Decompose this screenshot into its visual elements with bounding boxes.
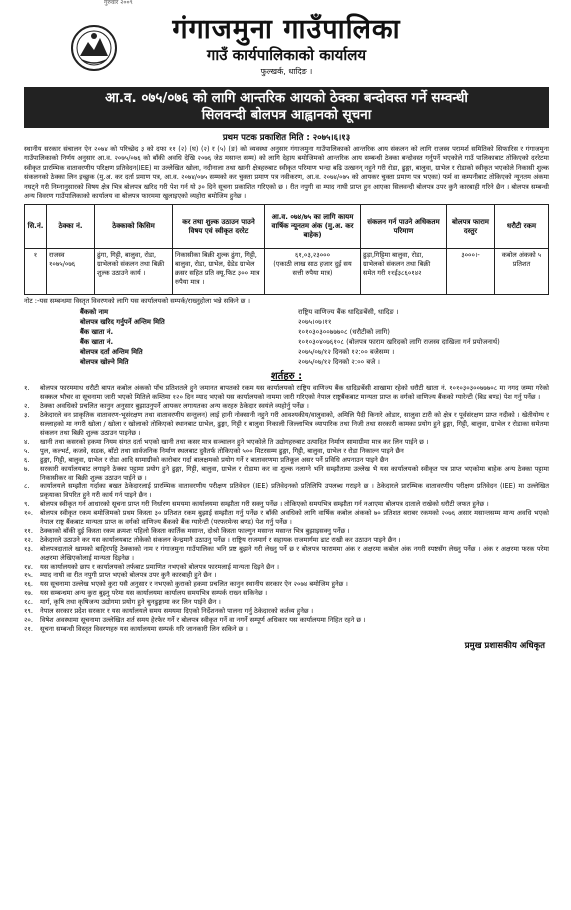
- term-text: ठेकेदारले उठाउने कर यस कार्यालयबाट तोकेको संकलन केन्द्रमानै उठाउनु पर्नेछ । राष्ट्रिय राजमार्ग र सहायक राजमार्गमा ढाट राखी कर उठाउन पाइने छैन ।: [40, 535, 401, 544]
- col-header-rate: कर तथा शुल्क उठाउन पाउने विषय एवं स्वीकृत दररेट: [173, 205, 265, 249]
- cell-contract-no: राजस्व १०७५/०७६: [47, 249, 95, 295]
- list-item: [24, 509, 549, 527]
- list-item: [24, 545, 549, 563]
- col-header-min-amount: आ.व. ०७४/७५ का लागि कायम वार्षिक न्यूनतम अंक (मु.अ. कर बाहेक): [265, 205, 361, 249]
- table-row: [25, 249, 549, 295]
- list-item: [24, 571, 549, 580]
- col-header-max-quantity: संकलन गर्न पाउने अधिकतम परिमाण: [361, 205, 447, 249]
- cell-form-fee: ३०००।-: [447, 249, 495, 295]
- term-number: ७.: [24, 464, 30, 473]
- cell-min-amount: [265, 249, 361, 295]
- term-number: ९.: [24, 500, 30, 509]
- office-subtitle: गाउँ कार्यपालिकाको कार्यालय: [206, 46, 367, 64]
- bank-info-row: [80, 337, 549, 347]
- municipality-title: गंगाजमुना गाउँपालिका: [172, 14, 401, 45]
- tender-table-header-row: [25, 205, 549, 249]
- bank-info-value: २०७५/०७/१२ दिनको २:०० बजे ।: [298, 358, 381, 367]
- cell-min-amount-words: (एकाठी लाख साठ हजार दुई सय सत्ती रुपैया मात्र): [273, 260, 352, 278]
- term-number: १६.: [24, 580, 33, 589]
- term-number: ८.: [24, 482, 30, 491]
- term-number: २१.: [24, 624, 33, 633]
- col-header-form-fee: बोलपत्र फाराम दस्तुर: [447, 205, 495, 249]
- term-text: सरकारी कार्यालयबाट लगाइने ठेक्का पट्टामा प्रयोग हुने ढुङ्गा, गिट्टी, बालुवा, ग्राभेल र रोडामा कर वा शुल्क नलाग्ने भनि सम्झौतामा उल्लेख भै यस कार्यालयको स्वीकृत पत्र प्राप्त भएकोमा बाहेक अन्य ठेक्का पट्टामा निकासीकर वा बिक्री शुल्क उठाउन पाईने छ ।: [40, 464, 549, 482]
- terms-heading: शर्तहरु :: [270, 371, 303, 383]
- notice-banner: [24, 87, 549, 128]
- list-item: [24, 625, 549, 634]
- col-header-contract-no: ठेक्का नं.: [47, 205, 95, 249]
- list-item: [24, 563, 549, 572]
- office-location: फुल्खर्क, धादिङ ।: [260, 67, 313, 76]
- bank-info-row: [80, 327, 549, 337]
- term-number: ४.: [24, 437, 30, 446]
- list-item: [24, 536, 549, 545]
- term-text: पुल, कल्भर्ट, कजवे, सडक, बाँटो तथा सार्वजनिक निर्माण स्थलबाट दुवैतर्फ तोकिएको ५०० मिटरसम्म ढुङ्गा, गिट्टी, बालुवा, ग्राभेल र रोडा निकाल्न पाइने छैन: [40, 446, 404, 455]
- term-text: बोलपत्र स्वीकृत रकम बमोजिमको प्रथम किस्ता ३० प्रतिशत रकम बुझाई सम्झौता गर्नु पर्नेछ र बाँकी अवधिको लागि वार्षिक कबोल अंकको ७० प्रतिशत बराबर रकमको २०७६ असार मसान्तसम्म मान्य अवधि भएको नेपाल राष्ट्र बैंकबाट मान्यता प्राप्त क वर्गको वाणिज्य बैंकको बैंक ग्यारेन्टी (परफरमेन्स बण्ड) पेश गर्नु पर्नेछ ।: [40, 509, 549, 527]
- bank-info: [80, 307, 549, 367]
- list-item: [24, 580, 549, 589]
- list-item: [24, 607, 549, 616]
- col-header-sn: सि.नं.: [25, 205, 47, 249]
- term-number: ३.: [24, 411, 30, 420]
- cell-sn: १: [25, 249, 47, 295]
- term-number: ५.: [24, 446, 30, 455]
- notice-header: [24, 14, 549, 84]
- cell-max-quantity: ढुड़ा,गिट्टिमा बालुवा, रोडा, ग्राभेलको संकलन तथा बिक्री समेत गरी ११ई३८६०१४२: [361, 249, 447, 295]
- term-number: ११.: [24, 526, 33, 535]
- term-text: यस सूचनामा उल्लेख भएको कुरा यसै अनुसार र नभएको कुराको हकमा प्रचलित कानुन स्थानीय सरकार ऐन २०७४ बमोजिम हुनेछ ।: [40, 580, 348, 589]
- bank-info-row: [80, 347, 549, 357]
- list-item: [24, 447, 549, 456]
- tender-table: [24, 204, 549, 295]
- cell-type: ढुंगा, गिट्टी, बालुवा, रोडा, ग्राभेलको संकलन तथा बिक्री शुल्क उठाउने कार्य ।: [95, 249, 173, 295]
- term-number: १९.: [24, 607, 33, 616]
- term-text: ठेकेदारले वन प्राकृतिक वातावरण-भूसंरक्षण तथा वातावरणीय सन्तुलन) लाई हानी नोक्सानी नहुने गरी आवश्यकीय/वालुवाको, अमिलि पैदी किनारे ओडार, सालुवा टारी को क्षेत्र र पूर्वसंरक्षण प्राप्त नदीको । खेतीयोग्य र सल्लाहको मा नगरी खोला / खोला र खोलाको तोकिएको स्थानबाट ग्राभेल, ढुङ्गा, गिट्टी र बालुवा निकाली जिल्लाभित्र व्यापारिक तथा निजी तथा सरकारी कामका प्रयोग हुने ढुङ्गा, गिट्टी, बालुवा, ग्राभेल र रोडाका समेतमा संकलन तथा बिक्री शुल्क उठाउन पाइनेछ ।: [40, 411, 549, 437]
- term-text: ठेक्काको बाँकी दुई किस्ता रकम क्रमशः पहिलो किस्ता कार्तिक मसान्त, दोश्रो किस्ता फाल्गुन मसान्त मसान्त भित्र बुझाइसक्नु पर्नेछ ।: [40, 526, 350, 535]
- term-number: १२.: [24, 535, 33, 544]
- government-emblem-icon: [70, 24, 118, 72]
- terms-list: [24, 384, 549, 633]
- banner-line-2: सिलवन्दी बोलपत्र आह्वानको सूचना: [201, 107, 372, 123]
- bank-info-label: बैंक खाता नं.: [80, 328, 114, 337]
- top-snippet: गुरुवार २००९: [104, 0, 133, 6]
- signature-title: प्रमुख प्रशासकीय अधिकृत: [464, 640, 545, 651]
- list-item: [24, 500, 549, 509]
- bank-info-row: [80, 357, 549, 367]
- term-number: १५.: [24, 571, 33, 580]
- list-item: [24, 482, 549, 500]
- term-text: बोलपत्रदाताले खामको बाहिरपट्टि ठेक्काको नाम र गंगाजमुना गाउँपालिका भनि प्रष्ट बुझने गरी लेख्नु पर्ने छ र बोलपत्र फाराममा अंक र अक्षरमा कबोल अंक नगरी स्पष्टसँग लेख्नु पर्नेछ । अंक र अक्षरमा फरक परेमा अक्षरमा लेखिएकोलाई मान्यता दिइनेछ ।: [40, 544, 549, 562]
- term-text: ढुङ्गा, गिट्टी, बालुवा, ग्राभेल र रोडा आदि सामाग्रीको कारोबार गर्दा बालक्षमको प्रयोग गर्ने र बातावरणमा प्रतिकूल असर पर्ने प्रविधि अपनाउन पाइने छैन: [40, 455, 389, 464]
- cell-min-amount-figure: ६१,०३,२३०००: [294, 251, 331, 260]
- list-item: [24, 438, 549, 447]
- term-number: १८.: [24, 598, 33, 607]
- list-item: [24, 616, 549, 625]
- term-number: ६.: [24, 455, 30, 464]
- term-text: कार्यालयले सम्झौता गर्दाका बखत ठेकेदारलाई प्रारम्भिक वातावरणीय परीक्षण प्रतिवेदन (IEE) प्रतिवेदनको प्रतिलिपि उपलब्ध गराइने छ । ठेकेदारले प्रारम्भिक वातावरणीय परीक्षण प्रतिवेदन (IEE) मा उल्लेखित प्रकृयाका विपरित हुने गरी कार्य गर्न पाइने छैन ।: [40, 482, 549, 500]
- banner-line-1: आ.व. ०७५/०७६ को लागि आन्तरिक आयको ठेक्का बन्दोवस्त गर्ने सम्वन्धी: [105, 90, 468, 106]
- cell-deposit: कबोल अंकको ५ प्रतिशत: [495, 249, 549, 295]
- bank-info-value: १०१०३०४०७६१०८ (बोलपत्र फाराम खरिदको लागि राजस्व दाखिला गर्न प्रयोजनार्थ): [298, 338, 500, 347]
- term-number: १.: [24, 384, 30, 393]
- term-text: म्याद नाघी वा रीत नपुगी प्राप्त भएको बोलपत्र उपर कुनै कारबाही हुने छैन ।: [40, 571, 217, 580]
- bank-info-value: २०७५/०७/१२ दिनको १२:०० बजेसम्म ।: [298, 348, 395, 357]
- publish-date: प्रथम पटक प्रकाशित मिति : २०७५।६।१३: [222, 133, 351, 143]
- term-number: १४.: [24, 562, 33, 571]
- col-header-deposit: धरौटी रकम: [495, 205, 549, 249]
- bank-info-label: बोलपत्र दर्ता अन्तिम मिति: [80, 348, 143, 357]
- list-item: [24, 411, 549, 438]
- term-number: २०.: [24, 616, 33, 624]
- term-text: यस सम्बन्धमा अन्य कुरा बुझ्नु परेमा यस कार्यालयमा कार्यालय समयभित्र सम्पर्क राख्न सकिनेछ ।: [40, 589, 268, 598]
- bank-info-label: बोलपत्र खरिद गर्नुपर्ने अन्तिम मिति: [80, 318, 165, 327]
- bank-info-value: १०१०३०३००७७७०८ (धरौटीको लागि): [298, 328, 390, 337]
- term-text: बोलपत्र स्वीकृत गर्न आधारको सूचना प्राप्त गरी निर्धारण समयमा कार्यालयमा सम्झौता गरी सक्नु पर्नेछ । तोकिएको समयभित्र सम्झौता गर्न नआएमा बोलपत्र दाताले राखेको धरौटी जफत हुनेछ ।: [40, 500, 489, 509]
- bank-info-label: बैंकको नाम: [80, 308, 109, 317]
- list-item: [24, 465, 549, 483]
- term-text: ठेक्का अवधिको प्रचलित कानुन अनुसार बुझाउनुपर्ने आयकर लगायतका अन्य करहरु ठेकेदार स्वयंले व्यहोर्नु पर्नेछ ।: [40, 402, 309, 411]
- bank-info-value: २०७५।०७।११: [298, 318, 332, 327]
- col-header-type: ठेक्काको किसिम: [95, 205, 173, 249]
- intro-paragraph: स्थानीय सरकार संचालन ऐन २०७४ को परिच्छेद ३ को दफा ११ (२) (घ) (२) र (५) (ङ) को व्यवस्था अनुसार गंगाजमुना गाउँपालिकाको आन्तरिक आय संकलन को लागि राजस्व परामर्श समितिको सिफारिस र गंगाजमुना गाउँपालिकाको निर्णय अनुसार आ.व. २०७५/०७६ को बाँकी अवधि देखि २०७६ जेठ मसान्त सम्म) को लागि देहाय बमोजिमको आन्तरिक आय सम्बन्धी ठेक्का बन्दोवस्त गर्नुपर्ने भएकोले गाउँ पालिकाबाट तोकिएको दररेटमा स्वीकृत प्रारम्भिक वातावरणीय परिक्षण प्रतिवेदन(IEE) मा उल्लेखित खोला, नदीनाला तथा खानी क्षेत्रहरुबाट स्वीकृत परिमाण भन्दा बढि उत्खनन् नहुने गरी रोडा, ढुङ्गा, बालुवा, ग्राभेल र रोडाको स्वीकृत भएकोले निकासी शुल्क संकलनको ठेक्का लिन इच्छुक (मु.अ. कर दर्ता प्रमाण पत्र, आ.व. २०७४/०७५ सम्मको कर चुक्ता प्रमाण पत्र नवीकरण, आ.व. २०७४/०७५ को आयकर चुक्ता प्रमाण पत्र भएका) फर्म वा कम्पनीबाट तोकिएको न्यूनतम अंकमा नघट्ने गरी निम्नानुसारको विषय क्षेत्र भित्र बोलपत्र खरिद गरी पेश गर्न यो ३० दिने सूचना प्रकाशित गरिएको छ । रीत नपुगी वा म्याद नाघी प्राप्त हुन आएका सिलवन्दी बोलपत्र उपर कुनै कारबाही गरिने छैन । बोलपत्र सम्बन्धी अन्य विवरण गाउँपालिकाको कार्यालय वा बोलपत्र फारममा खुलाइएको व्यहोरा बमोजिम हुनेछ ।: [24, 145, 549, 201]
- term-number: २.: [24, 402, 30, 411]
- bank-info-label: बोलपत्र खोल्ने मिति: [80, 358, 129, 367]
- term-number: १३.: [24, 544, 33, 553]
- bank-info-value: राष्ट्रिय वाणिज्य बैंक धादिङबेंसी, धादिङ ।: [298, 308, 399, 317]
- term-text: खानी तथा कसरको हकमा नियम संगत दर्ता भएको खानी तथा कसर मात्र सञ्चालन हुने भएकोले ति उद्योगहरुबाट उत्पादित निर्माण सामाग्रीमा मात्र कर लिन पाईने छ ।: [40, 437, 429, 446]
- bank-info-label: बैंक खाता नं.: [80, 338, 114, 347]
- term-text: मार्ग, कृषि तथा कृषिजन्य उद्योगमा प्रयोग हुने चुनढुङ्गामा कर लिन पाईने छैन ।: [40, 598, 221, 607]
- term-text: विषेश अवस्थामा सूचनामा उल्लेखित शर्त समय हेरफेर गर्ने र बोलपत्र स्वीकृत गर्ने वा नगर्ने सम्पूर्ण अधिकार यस कार्यालयमा निहित रहने छ ।: [40, 616, 366, 624]
- term-number: १०.: [24, 509, 33, 518]
- note-text: नोट :-यस सम्बन्धमा विस्तृत विवरणको लागि यस कार्यालयको सम्पर्क/राख्नुहोला भन्ने सकिने छ ।: [24, 297, 250, 306]
- term-text: यस कार्यालयको छाप र कार्यालयको तर्फबाट प्रमाणित नभएको बोलपत्र फारमलाई मान्यता दिइने छैन ।: [40, 562, 279, 571]
- list-item: [24, 384, 549, 402]
- bank-info-row: [80, 317, 549, 327]
- term-text: बोलपत्र फारममाथ धरौटी बापत कबोल अंकको पाँच प्रतिशतले हुने जमानत बापतको रकम यस कार्यालयको राष्ट्रिय वाणिज्य बैंक धादिङबेंसी शाखामा रहेको धरौटी खाता नं. १०१०३०३००७७७०८ मा नगद जम्मा गरेको सक्कल भौचर वा सूचनामा जारी भएको मितिले कम्तिमा १२० दिन म्याद भएको यस कार्यालयको नाममा जारी गरिएको नेपाल राष्ट्रबैंकबाट मान्यता प्राप्त क वर्गको वाणिज्य बैंकको ग्यारेन्टी (बिड बण्ड) पेश गर्नु पर्नेछ ।: [40, 384, 549, 402]
- list-item: [24, 527, 549, 536]
- term-number: १७.: [24, 589, 33, 598]
- list-item: [24, 589, 549, 598]
- list-item: [24, 598, 549, 607]
- top-strip: [24, 0, 549, 10]
- bank-info-row: [80, 307, 549, 317]
- list-item: [24, 402, 549, 411]
- term-text: सूचना सम्बन्धी विस्तृत विवरणहरु यस कार्यालयमा सम्पर्क गरि जानकारी लिन सकिने छ ।: [40, 624, 248, 633]
- list-item: [24, 456, 549, 465]
- term-text: नेपाल सरकार प्रदेश सरकार र यस कार्यालयले समय समयमा दिएको निर्देशनको पालना गर्नु ठेकेदारको कर्तव्य हुनेछ ।: [40, 607, 314, 616]
- cell-rate: निकासीका बिक्री शुल्क ढुंगा, गिट्टी, बालुवा, रोडा, ग्राभेल, ग्रेडेड ग्राभेल क्रसर सहित प्रति क्यू.फिट ३०० मात्र रुपैया मात्र ।: [173, 249, 265, 295]
